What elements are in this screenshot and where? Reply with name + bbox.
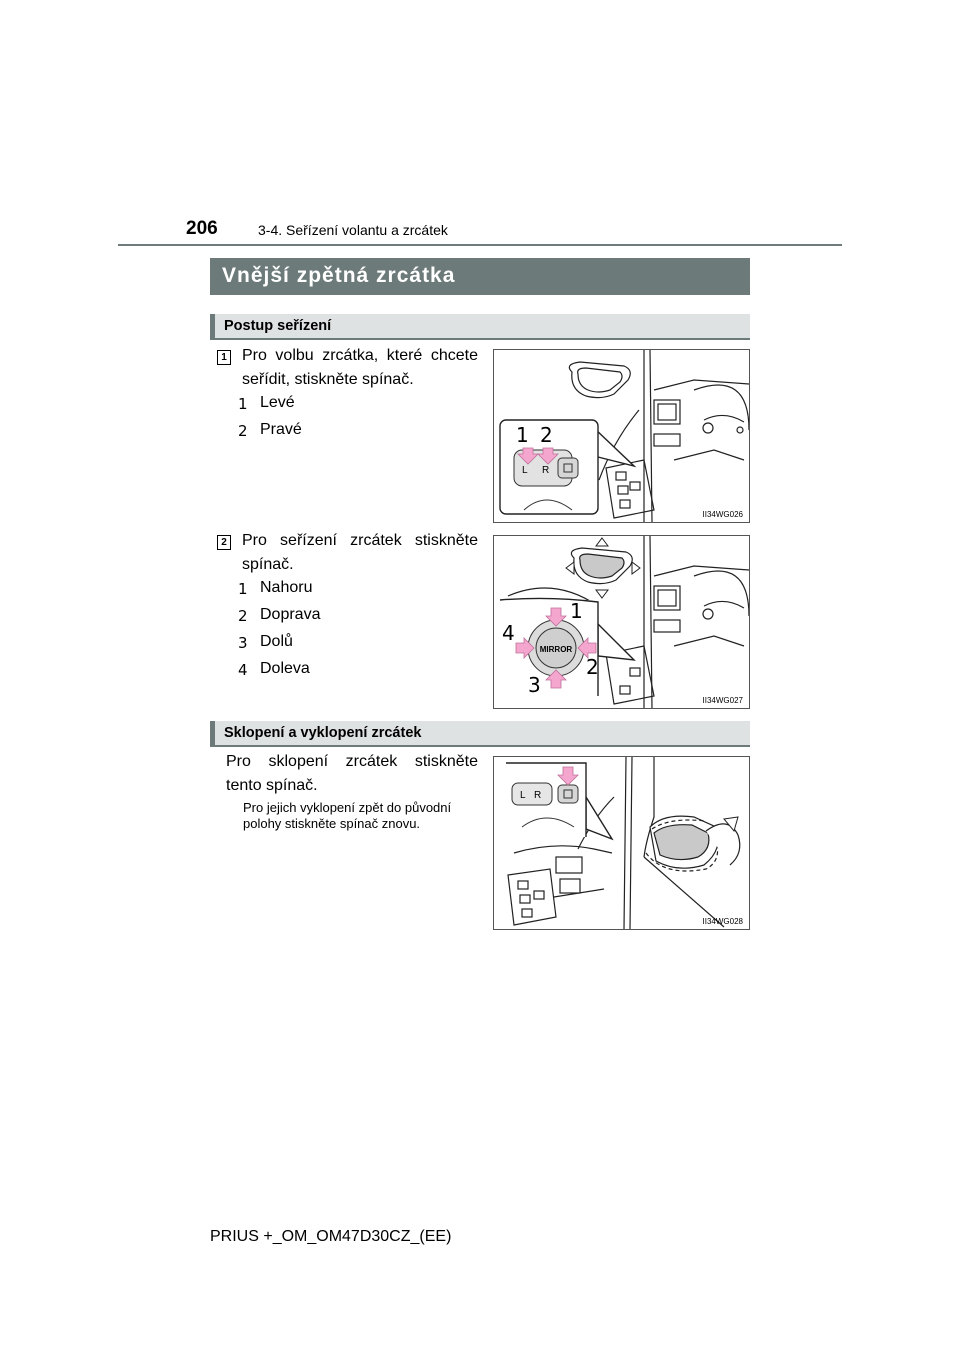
step-1-text: Pro volbu zrcátka, které chcete seřídit, stiskněte spínač.: [242, 347, 478, 388]
mirror-adjust-illustration: [494, 536, 749, 708]
mirror-down-arrow-icon: [596, 590, 608, 598]
subheading-adjust-label: Postup seřízení: [224, 318, 332, 334]
header-rule: [118, 244, 842, 246]
subheading-adjust: [210, 314, 750, 340]
fold-note: Pro jejich vyklopení zpět do původní polohy stiskněte spínač znovu.: [243, 800, 452, 831]
callout-1: 1: [516, 423, 529, 447]
step-2-item-3-num: 3: [238, 634, 248, 652]
figure-code: II34WG026: [702, 510, 743, 519]
step-2-item-3-label: Dolů: [260, 633, 293, 650]
subheading-fold-label: Sklopení a vyklopení zrcátek: [224, 725, 422, 741]
mirror-right-arrow-icon: [632, 562, 640, 574]
page-number: 206: [186, 218, 218, 239]
step-2-marker: 2: [217, 535, 231, 550]
step-2-item-4-num: 4: [238, 661, 248, 679]
mirror-fold-illustration: [494, 757, 749, 929]
figure-mirror-select: [493, 349, 750, 523]
callout-2: 2: [586, 655, 599, 679]
step-2-item-2-label: Doprava: [260, 606, 321, 623]
page-title: Vnější zpětná zrcátka: [222, 264, 456, 287]
figure-mirror-adjust: [493, 535, 750, 709]
mirror-up-arrow-icon: [596, 538, 608, 546]
section-title: 3-4. Seřízení volantu a zrcátek: [258, 222, 448, 238]
subheading-fold: [210, 721, 750, 747]
figure-code: II34WG027: [702, 696, 743, 705]
callout-2: 2: [540, 423, 553, 447]
page-title-bar: [210, 258, 750, 295]
switch-l-label: L: [522, 465, 528, 476]
step-2-item-4-label: Doleva: [260, 660, 310, 677]
figure-code: II34WG028: [702, 917, 743, 926]
fold-text: Pro sklopení zrcátek stiskněte tento spínač.: [226, 753, 478, 794]
mirror-select-illustration: [494, 350, 749, 522]
figure-mirror-fold: [493, 756, 750, 930]
mirror-left-arrow-icon: [566, 562, 574, 574]
step-1-item-1-label: Levé: [260, 394, 295, 411]
callout-3: 3: [528, 673, 541, 697]
step-2-text: Pro seřízení zrcátek stiskněte spínač.: [242, 532, 478, 573]
step-1-item-2-num: 2: [238, 422, 248, 440]
switch-r-label: R: [534, 790, 542, 801]
callout-1: 1: [570, 599, 583, 623]
footer-doc-id: PRIUS +_OM_OM47D30CZ_(EE): [210, 1228, 452, 1245]
step-2-item-2-num: 2: [238, 607, 248, 625]
callout-4: 4: [502, 621, 515, 645]
switch-l-label: L: [520, 790, 526, 801]
step-1-item-1-num: 1: [238, 395, 248, 413]
step-2-item-1-num: 1: [238, 580, 248, 598]
step-1-item-2-label: Pravé: [260, 421, 302, 438]
step-2-item-1-label: Nahoru: [260, 579, 313, 596]
step-1-marker: 1: [217, 350, 231, 365]
mirror-switch-label: MIRROR: [539, 645, 573, 654]
switch-r-label: R: [542, 465, 550, 476]
